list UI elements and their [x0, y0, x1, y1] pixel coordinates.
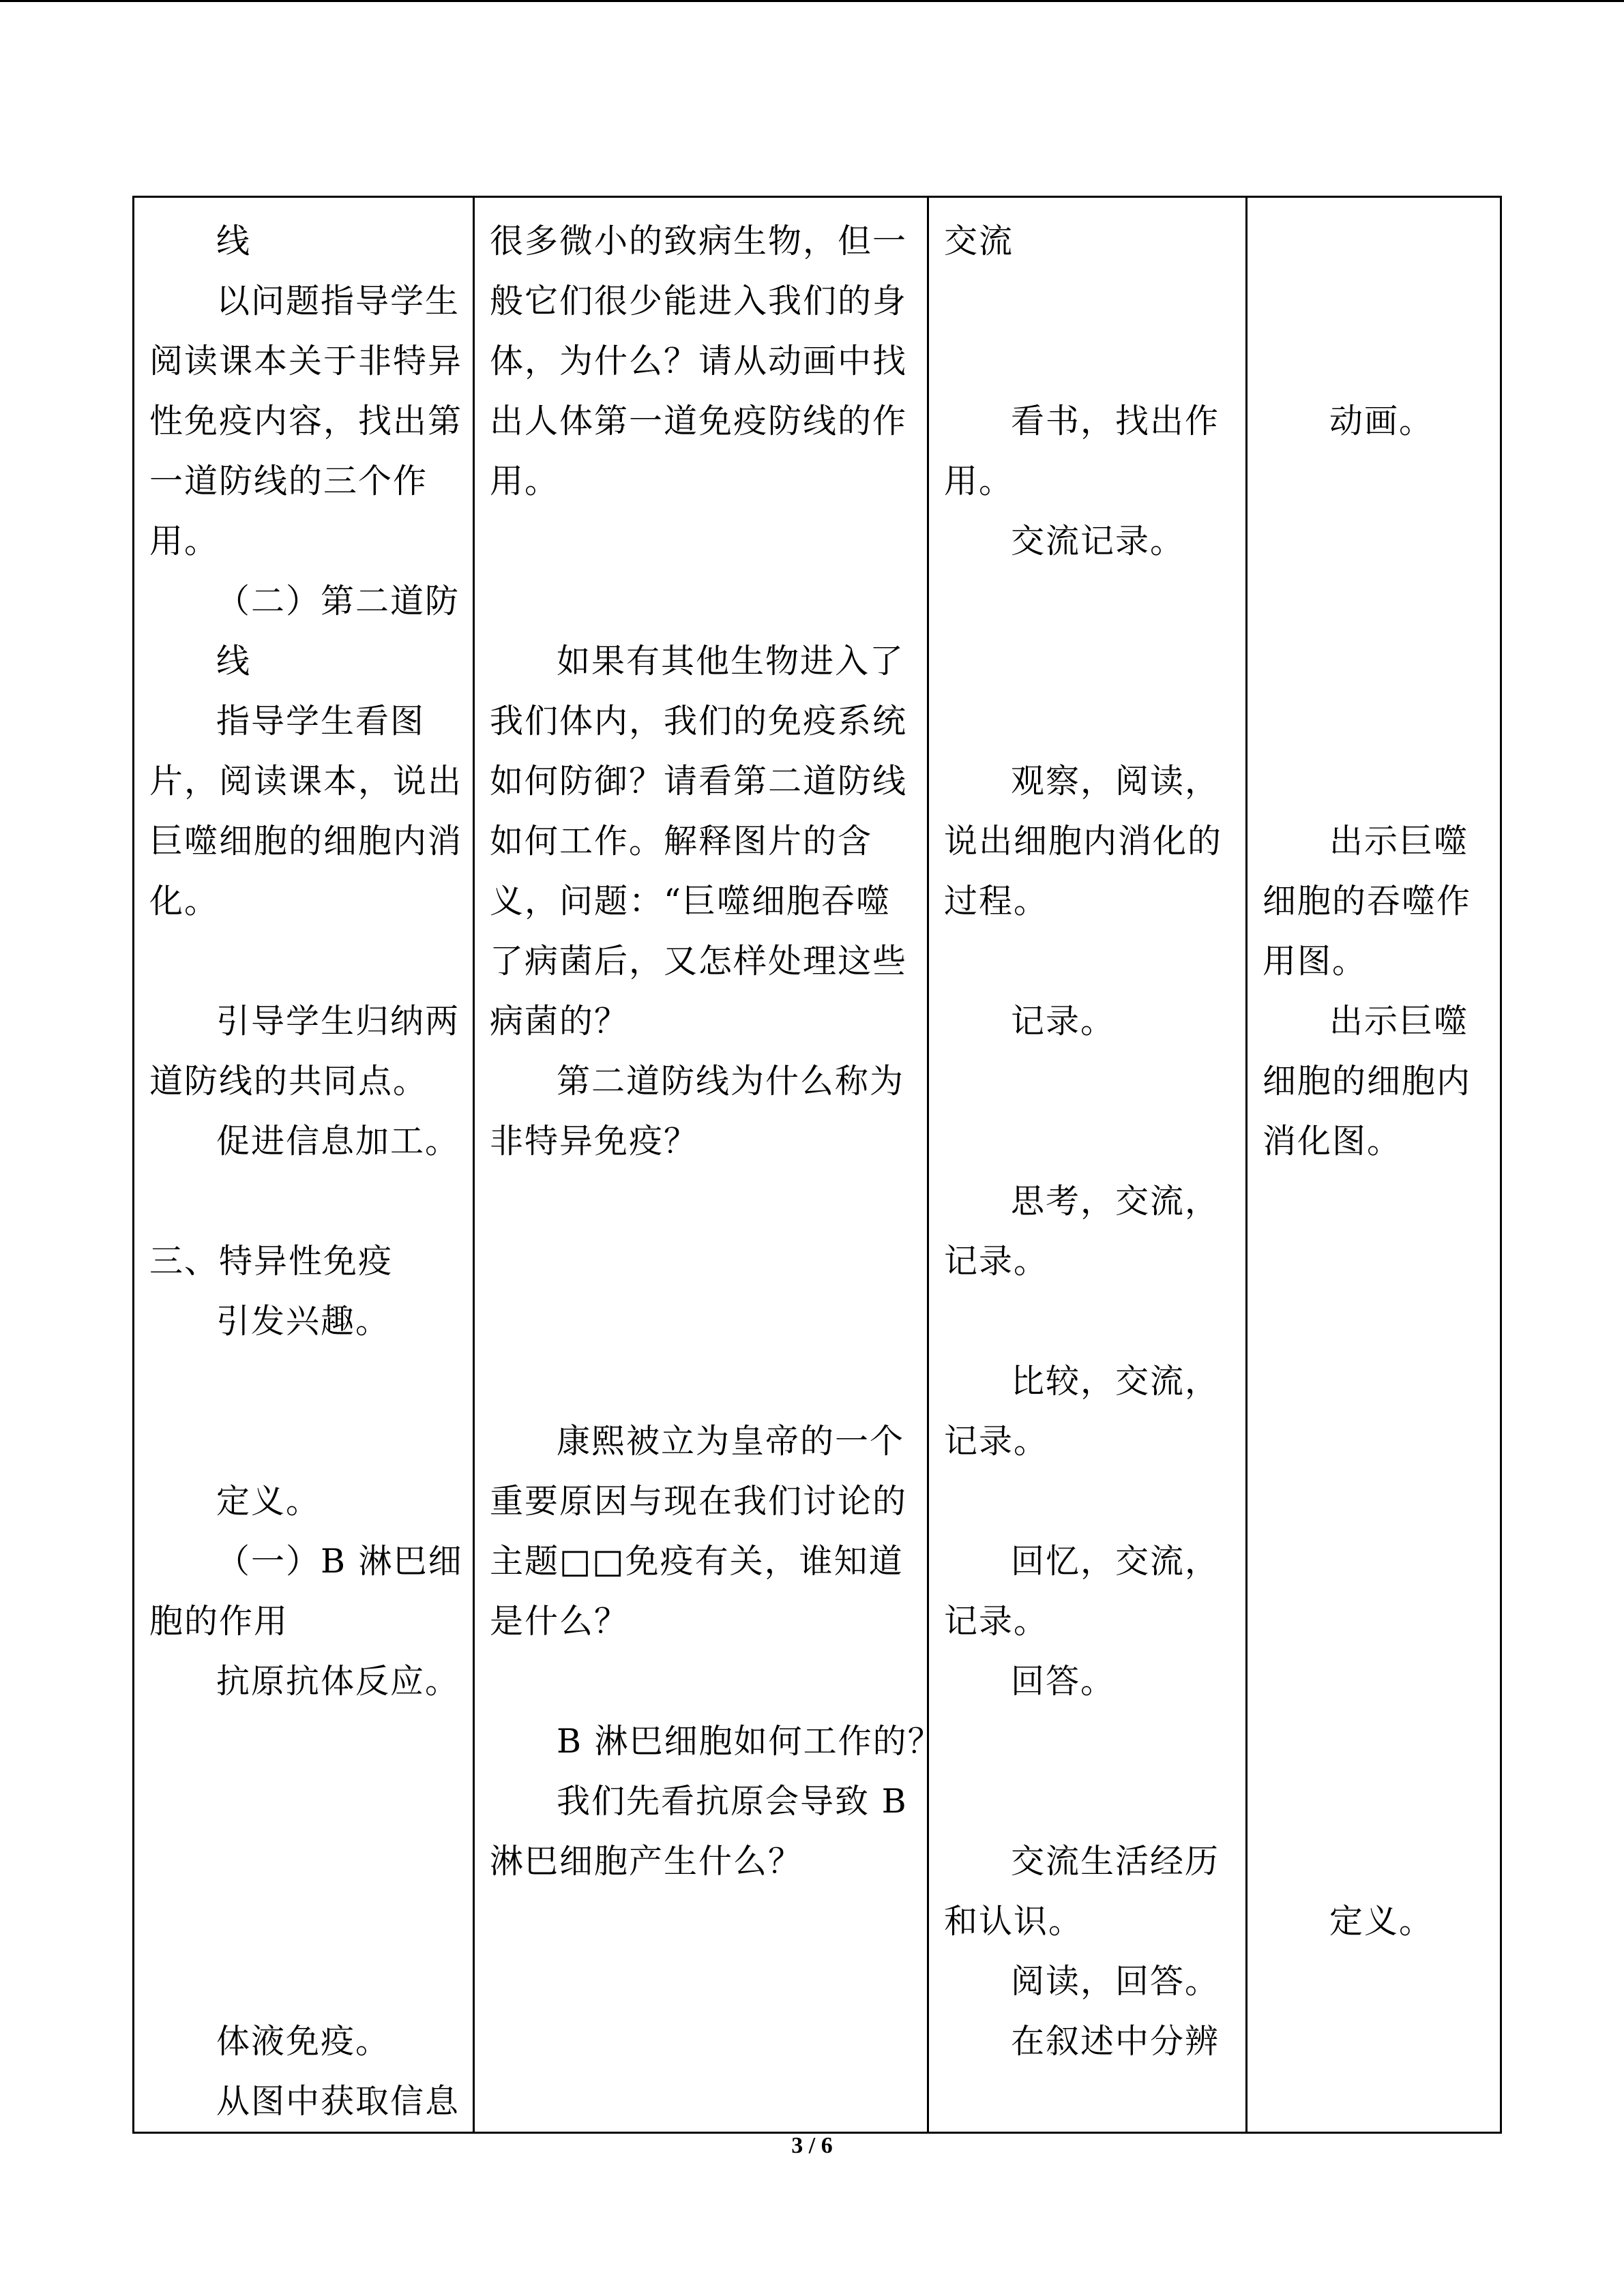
text-line: 记录。: [944, 1602, 1049, 1641]
text-line: 线: [216, 222, 252, 260]
text-line: [944, 1112, 1230, 1172]
student-activity-cell: [928, 197, 1247, 2133]
text-line: 从图中获取信息: [216, 2082, 460, 2121]
text-line: 义，问题：“巨噬细胞吞噬: [490, 882, 891, 921]
text-line: 般它们很少能进入我们的身: [490, 282, 908, 320]
text-line: [944, 1292, 1230, 1352]
text-line: 引导学生归纳两: [216, 1002, 460, 1041]
text-line: 记录。: [944, 1242, 1049, 1281]
text-line: [149, 1832, 458, 1892]
text-line: 如何工作。解释图片的含: [490, 822, 873, 861]
text-line: 了病菌后，又怎样处理这些: [490, 942, 908, 981]
text-line: 记录。: [944, 1422, 1049, 1461]
text-line: 细胞的细胞内: [1263, 1062, 1472, 1101]
student-activity-text: [929, 198, 1245, 2072]
text-line: 用。: [944, 462, 1014, 501]
text-line: [1263, 451, 1485, 511]
text-line: [944, 271, 1230, 331]
text-line: [1263, 271, 1485, 331]
text-line: 比较，交流，: [1011, 1362, 1220, 1401]
text-line: [490, 1652, 912, 1712]
table-row: [134, 197, 1501, 2133]
text-line: 和认识。: [944, 1902, 1084, 1941]
text-line: 病菌的？: [490, 1002, 630, 1041]
text-line: 化。: [149, 882, 220, 921]
text-line: [1263, 1652, 1485, 1712]
text-line: 胞的作用: [149, 1602, 289, 1641]
text-line: 体液免疫。: [216, 2022, 391, 2061]
text-line: [944, 331, 1230, 391]
media-text: [1247, 198, 1500, 1952]
text-line: [1263, 1292, 1485, 1352]
text-line: [149, 1952, 458, 2012]
teacher-activity-text: [134, 198, 473, 2132]
text-line: [1263, 1412, 1485, 1472]
text-line: [490, 511, 912, 571]
text-line: 第二道防线为什么称为: [557, 1062, 905, 1101]
text-line: 促进信息加工。: [216, 1122, 460, 1161]
page-number: 3 / 6: [791, 2133, 833, 2158]
text-line: [149, 1172, 458, 1232]
text-line: 看书，找出作: [1011, 402, 1220, 441]
text-line: 重要原因与现在我们讨论的: [490, 1482, 908, 1521]
media-cell: [1247, 197, 1501, 2133]
text-line: [1263, 1832, 1485, 1892]
text-line: [149, 931, 458, 992]
text-line: [944, 1772, 1230, 1832]
text-line: （二）第二道防: [216, 582, 460, 621]
text-line: [149, 1892, 458, 1952]
text-line: 记录。: [1011, 1002, 1116, 1041]
text-line: 定义。: [216, 1482, 321, 1521]
text-line: 出示巨噬: [1329, 822, 1469, 861]
text-line: 如果有其他生物进入了: [557, 642, 905, 681]
text-line: 我们体内，我们的免疫系统: [490, 702, 908, 741]
text-line: 引发兴趣。: [216, 1302, 391, 1341]
text-line: 主题□□免疫有关，谁知道: [490, 1542, 904, 1581]
teaching-content-cell: [474, 197, 943, 2133]
text-line: 非特异免疫？: [490, 1122, 699, 1161]
text-line: [944, 691, 1230, 751]
text-line: [149, 1352, 458, 1412]
text-line: 康熙被立为皇帝的一个: [557, 1422, 905, 1461]
text-line: [149, 1772, 458, 1832]
text-line: [490, 1352, 912, 1412]
text-line: 线: [216, 642, 252, 681]
text-line: [1263, 1712, 1485, 1772]
text-line: （一）B 淋巴细: [216, 1542, 463, 1581]
text-line: [1263, 1532, 1485, 1592]
text-line: 很多微小的致病生物，但一: [490, 222, 908, 260]
text-line: 一道防线的三个作: [149, 462, 428, 501]
teacher-activity-cell: [134, 197, 474, 2133]
text-line: [944, 631, 1230, 691]
text-line: 我们先看抗原会导致 B: [557, 1782, 908, 1821]
text-line: 淋巴细胞产生什么？: [490, 1842, 803, 1881]
text-line: [1263, 211, 1485, 271]
text-line: 三、特异性免疫: [149, 1242, 394, 1281]
text-line: [1263, 571, 1485, 631]
text-line: [1263, 331, 1485, 391]
lesson-plan-table: [132, 196, 1502, 2134]
text-line: [944, 1052, 1230, 1112]
text-line: 观察，阅读，: [1011, 762, 1220, 801]
text-line: [1263, 1592, 1485, 1652]
text-line: 阅读课本关于非特异: [149, 342, 463, 381]
text-line: 说出细胞内消化的: [944, 822, 1223, 861]
text-line: 动画。: [1329, 402, 1434, 441]
text-line: [149, 1412, 458, 1472]
text-line: 性免疫内容，找出第: [149, 402, 463, 441]
text-line: 用图。: [1263, 942, 1368, 981]
text-line: 思考，交流，: [1011, 1182, 1220, 1221]
text-line: [1263, 1232, 1485, 1292]
text-line: 抗原抗体反应。: [216, 1662, 460, 1701]
text-line: B 淋巴细胞如何工作的？: [557, 1722, 943, 1761]
text-line: 交流: [944, 222, 1014, 260]
text-line: 交流记录。: [1011, 522, 1185, 561]
text-line: [1263, 1472, 1485, 1532]
text-line: [944, 571, 1230, 631]
text-line: 体，为什么？请从动画中找: [490, 342, 908, 381]
text-line: 如何防御？请看第二道防线: [490, 762, 908, 801]
text-line: [490, 1292, 912, 1352]
text-line: 是什么？: [490, 1602, 630, 1641]
text-line: [1263, 751, 1485, 811]
text-line: 出人体第一道免疫防线的作: [490, 402, 908, 441]
text-line: 回答。: [1011, 1662, 1116, 1701]
text-line: [1263, 1772, 1485, 1832]
text-line: 交流生活经历: [1011, 1842, 1220, 1881]
text-line: [490, 1232, 912, 1292]
text-line: [490, 571, 912, 631]
text-line: 用。: [490, 462, 560, 501]
top-border-line: [0, 0, 1624, 2]
text-line: [944, 1712, 1230, 1772]
text-line: [1263, 631, 1485, 691]
text-line: 消化图。: [1263, 1122, 1402, 1161]
text-line: [944, 1472, 1230, 1532]
text-line: 巨噬细胞的细胞内消: [149, 822, 463, 861]
text-line: [1263, 1172, 1485, 1232]
text-line: [944, 931, 1230, 992]
text-line: 过程。: [944, 882, 1049, 921]
text-line: [490, 1172, 912, 1232]
text-line: 以问题指导学生: [216, 282, 460, 320]
text-line: [1263, 691, 1485, 751]
text-line: 阅读，回答。: [1011, 1962, 1220, 2001]
text-line: [1263, 511, 1485, 571]
text-line: 指导学生看图: [216, 702, 426, 741]
text-line: 在叙述中分辨: [1011, 2022, 1220, 2061]
text-line: 片，阅读课本，说出: [149, 762, 463, 801]
text-line: 出示巨噬: [1329, 1002, 1469, 1041]
teaching-content-text: [475, 198, 943, 1892]
text-line: [1263, 1352, 1485, 1412]
text-line: [149, 1712, 458, 1772]
text-line: 定义。: [1329, 1902, 1434, 1941]
text-line: 道防线的共同点。: [149, 1062, 428, 1101]
text-line: 用。: [149, 522, 220, 561]
text-line: 回忆，交流，: [1011, 1542, 1220, 1581]
text-line: 细胞的吞噬作: [1263, 882, 1472, 921]
